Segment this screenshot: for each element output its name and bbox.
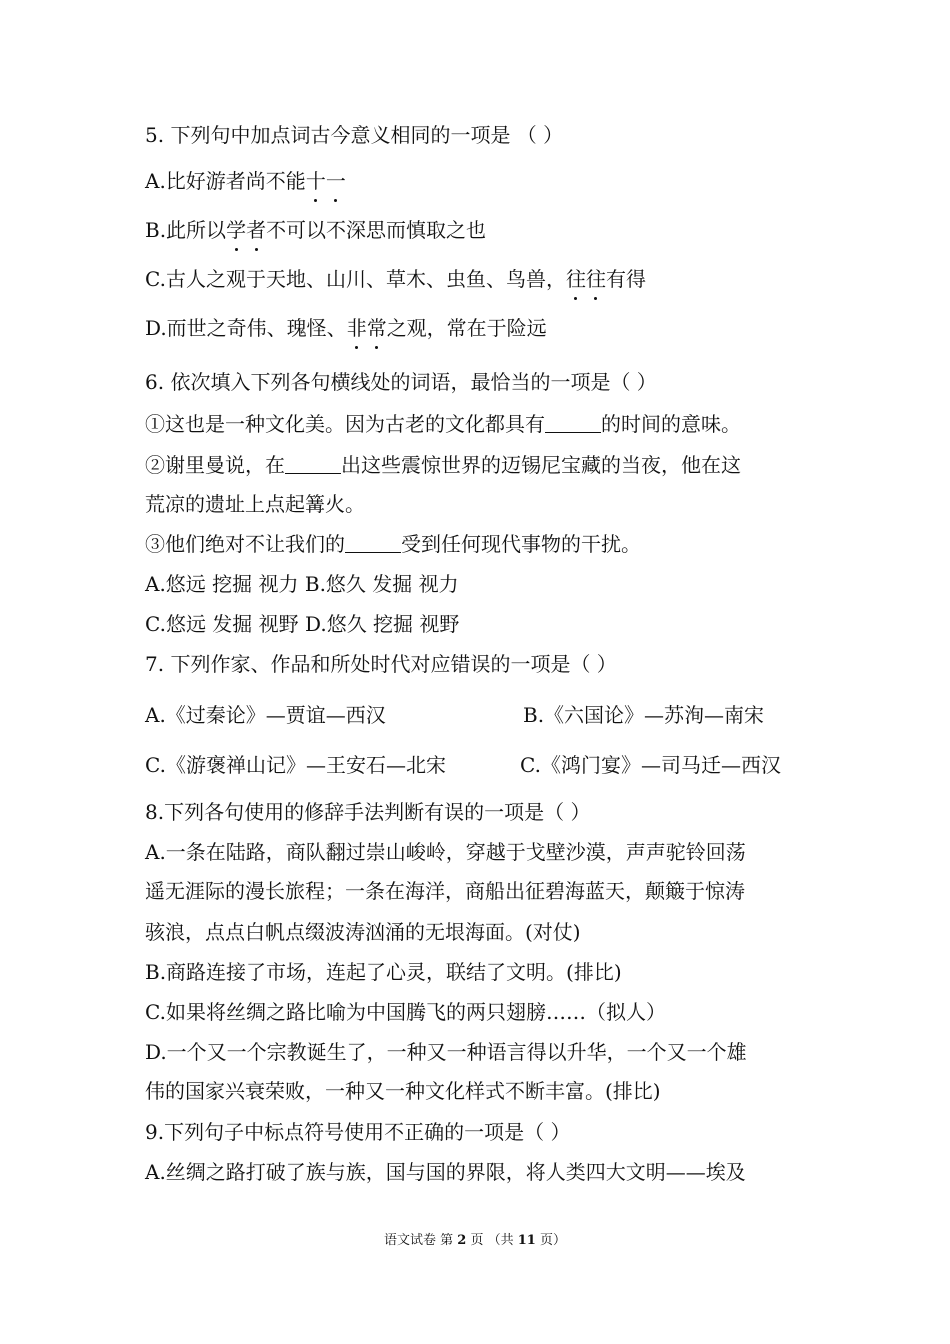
q8-option-b: B.商路连接了市场，连起了心灵，联结了文明。(排比) [145, 960, 622, 984]
q5-option-c: C.古人之观于天地、山川、草木、虫鱼、鸟兽，往往有得 [145, 267, 646, 291]
emphasis-dot-char: 往 [585, 267, 606, 291]
q5-option-a: A.比好游者尚不能十一 [145, 169, 346, 193]
q5-option-d: D.而世之奇伟、瑰怪、非常之观，常在于险远 [145, 316, 547, 340]
q6-sentence-3: ③他们绝对不让我们的 受到任何现代事物的干扰。 [145, 532, 641, 556]
q6-options-cd: C.悠远 发掘 视野 D.悠久 挖掘 视野 [145, 612, 460, 636]
emphasis-dot-char: 非 [346, 316, 367, 340]
q9-option-a-line1: A.丝绸之路打破了族与族，国与国的界限，将人类四大文明——埃及 [145, 1160, 746, 1184]
page-total: 11 [517, 1233, 536, 1248]
q6-stem: 6. 依次填入下列各句横线处的词语，最恰当的一项是（ ） [145, 370, 657, 394]
q7-option-b: B.《六国论》—苏洵—南宋 [523, 703, 765, 727]
q8-option-a-line2: 遥无涯际的漫长旅程；一条在海洋，商船出征碧海蓝天，颠簸于惊涛 [145, 879, 745, 903]
q5-stem: 5. 下列句中加点词古今意义相同的一项是 （ ） [145, 123, 564, 147]
fill-blank [545, 410, 601, 433]
q8-option-d-line2: 伟的国家兴衰荣败，一种又一种文化样式不断丰富。(排比) [145, 1079, 661, 1103]
emphasis-dot-char: 常 [366, 316, 387, 340]
q8-stem: 8.下列各句使用的修辞手法判断有误的一项是（ ） [145, 800, 591, 824]
q6-sentence-2: ②谢里曼说，在 出这些震惊世界的迈锡尼宝藏的当夜，他在这 [145, 453, 741, 477]
emphasis-dot-char: 十 [305, 169, 326, 193]
emphasis-dot-char: 一 [325, 169, 346, 193]
q5-option-b: B.此所以学者不可以不深思而慎取之也 [145, 218, 487, 242]
emphasis-dot-char: 往 [565, 267, 586, 291]
q8-option-a-line1: A.一条在陆路，商队翻过崇山峻岭，穿越于戈壁沙漠，声声驼铃回荡 [145, 840, 746, 864]
emphasis-dot-char: 学 [226, 218, 247, 242]
q7-stem: 7. 下列作家、作品和所处时代对应错误的一项是（ ） [145, 652, 617, 676]
fill-blank [345, 530, 401, 553]
emphasis-dot-char: 者 [246, 218, 267, 242]
q7-option-c: C.《游褒禅山记》—王安石—北宋 [145, 753, 446, 777]
page-footer: 语文试卷 第 2 页 （共 11 页） [384, 1233, 566, 1248]
q7-option-a: A.《过秦论》—贾谊—西汉 [145, 703, 386, 727]
page-number: 2 [457, 1233, 467, 1248]
q8-option-d-line1: D.一个又一个宗教诞生了，一种又一种语言得以升华，一个又一个雄 [145, 1040, 747, 1064]
q6-sentence-1: ①这也是一种文化美。因为古老的文化都具有 的时间的意味。 [145, 412, 741, 436]
q6-sentence-2-cont: 荒凉的遗址上点起篝火。 [145, 492, 365, 516]
q8-option-a-line3: 骇浪，点点白帆点缀波涛汹涌的无垠海面。(对仗) [145, 920, 581, 944]
fill-blank [285, 451, 341, 474]
q8-option-c: C.如果将丝绸之路比喻为中国腾飞的两只翅膀……（拟人） [145, 1000, 666, 1024]
q9-stem: 9.下列句子中标点符号使用不正确的一项是（ ） [145, 1120, 571, 1144]
q6-options-ab: A.悠远 挖掘 视力 B.悠久 发掘 视力 [145, 572, 459, 596]
q7-option-d: C.《鸿门宴》—司马迁—西汉 [520, 753, 781, 777]
